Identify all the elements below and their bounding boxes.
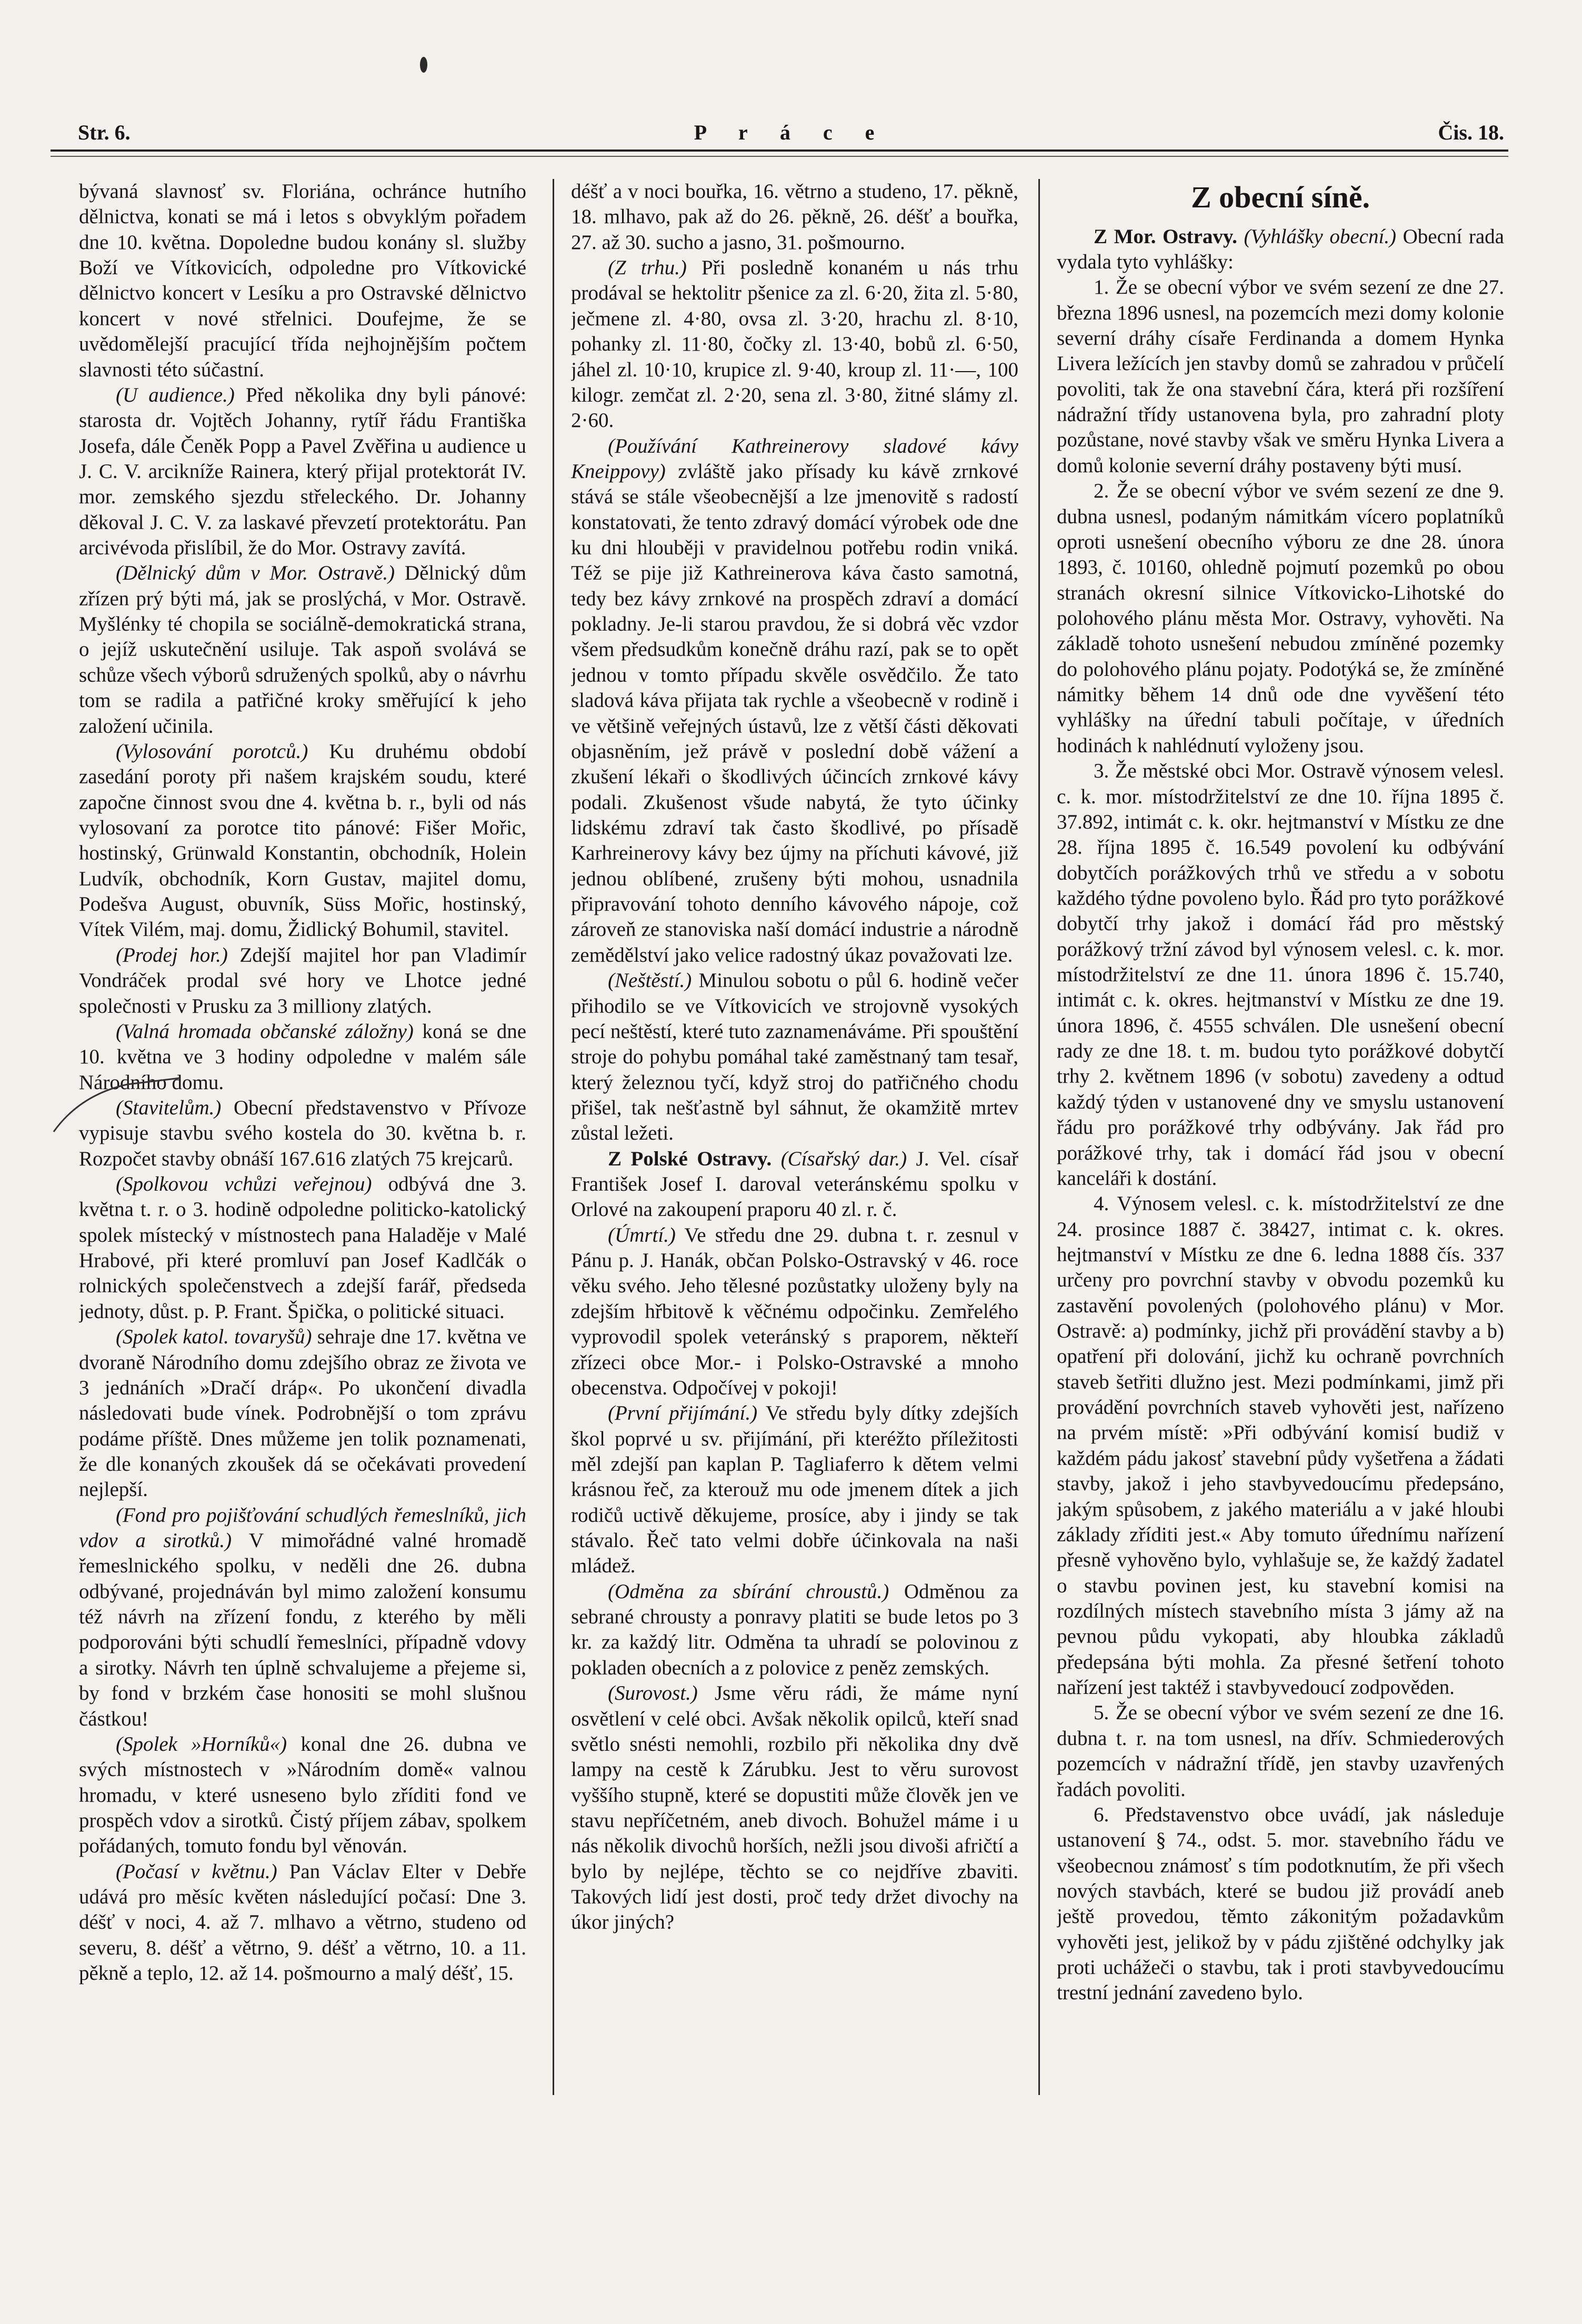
- article-paragraph: [1057, 1802, 1504, 2006]
- article-text: déšť a v noci bouřka, 16. větrno a studeno, 17. pěkně, 18. mlhavo, pak až do 26. pěkně, 26. déšť a bouřka, 27. až 30. sucho a jasno, 31. pošmourno.: [571, 180, 1018, 254]
- article-text: 5. Že se obecní výbor ve svém sezení ze dne 16. dubna t. r. na tom usnesl, na dřív. Schmiederových pozemcích v nádražní třídě, jen stavby uzavřených řadách povoliti.: [1057, 1701, 1504, 1801]
- article-paragraph: [79, 1324, 526, 1503]
- article-paragraph: [79, 943, 526, 1019]
- article-text: 2. Že se obecní výbor ve svém sezení ze dne 9. dubna usnesl, podaným námitkám vícero poplatníků oproti usnešení obecního výboru ze dne 28. února 1893, č. 10160, ohledně pojmutí pozemků po obou stranách okresní silnice Vítkovicko-Lihotské do polohového plánu města Mor. Ostravy, vyhověti. Na základě tohoto usnešení nebudou zmíněné pozemky do polohového plánu pojaty. Podotýká se, že zmíněné námitky během 14 dnů ode dne vyvěšení této vyhlášky na úřední tabuli počítaje, v úředních hodinách k nahlédnutí vyloženy jsou.: [1057, 480, 1504, 757]
- newspaper-title: P r á c e: [694, 121, 888, 144]
- article-heading: (Dělnický dům v Mor. Ostravě.): [116, 562, 395, 585]
- column-divider: [1038, 179, 1040, 2095]
- article-heading: (Prodej hor.): [116, 943, 228, 966]
- article-text: Jsme věru rádi, že máme nyní osvětlení v celé obci. Avšak několik opilců, kteří snad světlo snésti nemohli, rozbilo při několika dny dvě lampy na cestě k Zárubku. Jest to věru surovost vyššího stupně, které se dopustiti může člověk jen ve stavu nepříčetném, aneb divoch. Bohužel máme i u nás několik divochů horších, nežli jsou divoši afričtí a bylo by nejlépe, těchto se co nejdříve zbaviti. Takových lidí jest dosti, proč tedy držet divochy na úkor jiných?: [571, 1682, 1018, 1934]
- article-heading: (Úmrtí.): [608, 1223, 676, 1246]
- article-heading: (Spolek katol. tovaryšů): [116, 1325, 312, 1349]
- article-text: Při posledně konaném u nás trhu prodával se hektolitr pšenice za zl. 6·20, žita zl. 5·80, ječmene zl. 4·80, ovsa zl. 3·20, hrachu zl. 8·10, pohanky zl. 11·80, čočky zl. 13·40, bobů zl. 6·50, jáhel zl. 10·10, krupice zl. 9·40, kroup zl. 11·—, 100 kilogr. zemčat zl. 2·20, sena zl. 3·80, žitné slámy zl. 2·60.: [571, 256, 1018, 432]
- article-text: Pan Václav Elter v Debře udává pro měsíc květen následující počasí: Dne 3. déšť v noci, 4. až 7. mlhavo a větrno, studeno od severu, 8. déšť a větrno, 9. déšť a větrno, 10. a 11. pěkně a teplo, 12. až 14. pošmourno a malý déšť, 15.: [79, 1860, 526, 1985]
- article-heading: (Používání Kathreinerovy sladové kávy Kneippovy): [571, 434, 1018, 483]
- article-paragraph: [571, 1681, 1018, 1936]
- article-paragraph: [1057, 478, 1504, 759]
- article-heading: (Spolek »Horníků«): [116, 1732, 287, 1756]
- article-heading: (Neštěstí.): [608, 969, 692, 992]
- article-paragraph: [571, 1223, 1018, 1401]
- article-text: Ve středu byly dítky zdejších škol poprvé u sv. přijímání, při kteréžto příležitosti měl zdejší pan kaplan P. Tagliaferro k dětem velmi krásnou řeč, za kterouž mu ode jmenem dítek a jich rodičů uctivě děkujeme, prosíce, aby i jindy se tak stávalo. Řeč tato velmi dobře účinkovala na naši mládež.: [571, 1402, 1018, 1578]
- column-1: [79, 179, 526, 2106]
- article-text: Zdejší majitel hor pan Vladimír Vondráček prodal své hory ve Lhotce jedné společnosti v Prusku za 3 milliony zlatých.: [79, 943, 526, 1018]
- article-paragraph: [79, 1732, 526, 1859]
- article-text: Dělnický dům zřízen prý býti má, jak se proslýchá, v Mor. Ostravě. Myšlénky té chopila se sociálně-demokratická strana, o jejíž uskutečnění usiluje. Tak aspoň svolává se schůze všech výborů sdružených spolků, aby o návrhu tom se radila a patřičné kroky směřující k jeho založení učinila.: [79, 562, 526, 737]
- column-2: [571, 179, 1018, 2106]
- column-3: [1057, 179, 1504, 2106]
- article-paragraph: [79, 561, 526, 739]
- page-number: Str. 6.: [78, 121, 131, 144]
- article-paragraph: [571, 179, 1018, 255]
- article-text: 1. Že se obecní výbor ve svém sezení ze dne 27. března 1896 usnesl, na pozemcích mezi domy kolonie severní dráhy císaře Ferdinanda a domem Hynka Livera ležících jen stavby domů se zahradou v průčelí povoliti, tak že ona stavební čára, která při rozšíření nádražní třídy ustanovena byla, pro zahradní ploty pozůstane, nové stavby však ve směru Hynka Livera a domů kolonie severní dráhy postaveny býti musí.: [1057, 276, 1504, 477]
- article-text: Odměnou za sebrané chrousty a ponravy platiti se bude letos po 3 kr. za každý litr. Odměna ta uhradí se polovinou z pokladen obecních a z polovice z peněz zemských.: [571, 1580, 1018, 1679]
- article-heading: (Vyhlášky obecní.): [1237, 225, 1397, 248]
- article-heading: (Vylosování porotců.): [116, 740, 308, 763]
- place-heading: Z Mor. Ostravy.: [1094, 225, 1237, 248]
- article-heading: (Surovost.): [608, 1682, 698, 1705]
- article-text: Ku druhému období zasedání poroty při našem krajském soudu, které započne činnost svou dne 4. května b. r., byli od nás vylosovaní za porotce tito pánové: Fišer Mořic, hostinský, Grünwald Konstantin, obchodník, Holein Ludvík, obchodník, Korn Gustav, majitel domu, Podešva August, obuvník, Süss Mořic, hostinský, Vítek Vilém, maj. domu, Židlický Bohumil, stavitel.: [79, 740, 526, 941]
- pen-mark: [48, 1074, 185, 1137]
- article-paragraph: [79, 383, 526, 561]
- article-text: odbývá dne 3. května t. r. o 3. hodině odpoledne politicko-katolický spolek místecký v místnostech pana Haladěje v Malé Hrabové, při které promluví pan Josef Kadlčák o rolnických společenstvech a zdejší farář, předseda jednoty, důst. p. P. Frant. Špička, o politické situaci.: [79, 1173, 526, 1323]
- place-heading: Z Polské Ostravy.: [608, 1147, 772, 1170]
- article-paragraph: [571, 1146, 1018, 1223]
- article-heading: (Počasí v květnu.): [116, 1860, 277, 1883]
- article-text: Obecní rada vydala tyto vyhlášky:: [1057, 225, 1504, 273]
- article-heading: (Fond pro pojišťování schudlých řemeslníků, jich vdov a sirotků.): [79, 1503, 526, 1552]
- page-header: [78, 116, 1504, 153]
- issue-number: Čis. 18.: [1438, 121, 1504, 144]
- article-paragraph: [1057, 1700, 1504, 1802]
- article-paragraph: [571, 255, 1018, 434]
- article-text: koná se dne 10. května ve 3 hodiny odpoledne v malém sále Národního domu.: [79, 1020, 526, 1094]
- article-text: bývaná slavnosť sv. Floriána, ochránce hutního dělnictva, konati se má i letos s obvyklým pořadem dne 10. května. Dopoledne budou konány sl. služby Boží ve Vítkovicích, odpoledne pro Vítkovické dělnictvo koncert v Lesíku a pro Ostravské dělnictvo koncert v nové střelnici. Doufejme, že se uvědomělejší pracující třída nejhojnějším počtem slavnosti této súčastní.: [79, 180, 526, 381]
- article-heading: (Císařský dar.): [772, 1147, 907, 1170]
- article-paragraph: [571, 968, 1018, 1146]
- article-heading: (První přijímání.): [608, 1402, 758, 1425]
- article-text: Před několika dny byli pánové: starosta dr. Vojtěch Johanny, rytíř řádu Františka Josefa, dále Čeněk Popp a Pavel Zvěřina u audience u J. C. V. arcikníže Rainera, který přijal protektorát IV. mor. zemského sjezdu střeleckého. Dr. Johanny děkoval J. C. V. za laskavé převzetí protektorátu. Pan arcivévoda přislíbil, že do Mor. Ostravy zavítá.: [79, 383, 526, 560]
- article-paragraph: [1057, 275, 1504, 478]
- article-paragraph: [79, 1859, 526, 1987]
- article-text: 3. Že městské obci Mor. Ostravě výnosem velesl. c. k. mor. místodržitelství ze dne 10. října 1895 č. 37.892, intimát c. k. okr. hejtmanství v Místku ze dne 28. října 1895 č. 16.549 povolení ku odbývání dobytčích porážkových trhů ve středu a v sobotu každého týdne povoleno bylo. Řád pro tyto porážkové dobytčí trhy jakož i domácí řád pro městský porážkový tržní závod byl výnosem velesl. c. k. mor. místodržitelství ze dne 11. února 1896 č. 15.740, intimát c. k. okres. hejtmanství v Místku ze dne 19. února 1896, č. 4555 schválen. Dle usnešení obecní rady ze dne 18. t. m. budou tyto porážkové dobytčí trhy 2. květnem 1896 (v sobotu) zavedeny a odtud každý týden v ustanovené dny ve smyslu ustanovení řádu pro porážkové trhy odbývány. Jak řád pro porážkové trhy, tak i domácí řád jsou v obecní kanceláři k dostání.: [1057, 760, 1504, 1190]
- article-text: 6. Představenstvo obce uvádí, jak následuje ustanovení § 74., odst. 5. mor. stavebního řádu ve všeobecnou známosť s tím podotknutím, že při všech nových stavbách, které se budou již provádí aneb ještě provedou, těmto zákonitým požadavkům vyhověti jest, jelikož by v pádu zjištěné odchylky jak proti uchážeči o stavbu, tak i proti stavbyvedoucímu trestní jednání zavedeno bylo.: [1057, 1803, 1504, 2004]
- article-paragraph: [571, 1401, 1018, 1579]
- article-paragraph: [79, 179, 526, 383]
- article-text: Minulou sobotu o půl 6. hodině večer přihodilo se ve Vítkovicích ve strojovně vysokých pecí neštěstí, které tuto zaznamenáváme. Při spouštění stroje do pohybu pomáhal také zaměstnaný tam tesař, který železnou tyčí, když stroj do patřičného chodu přišel, tak nešťastně byl sáhnut, že okamžitě mrtev zůstal ležeti.: [571, 969, 1018, 1145]
- article-text: Ve středu dne 29. dubna t. r. zesnul v Pánu p. J. Hanák, občan Polsko-Ostravský v 46. roce věku svého. Jeho tělesné pozůstatky uloženy byly na zdejším hřbitově k věčnému odpočinku. Zemřelého vyprovodil spolek veteránský s praporem, někteří zřízeci obce Mor.- i Polsko-Ostravské a mnoho obecenstva. Odpočívej v pokoji!: [571, 1223, 1018, 1399]
- article-text: Obecní představenstvo v Přívoze vypisuje stavbu svého kostela do 30. května b. r. Rozpočet stavby obnáší 167.616 zlatých 75 krejcarů.: [79, 1096, 526, 1170]
- article-heading: (Stavitelům.): [116, 1096, 222, 1119]
- article-heading: (Z trhu.): [608, 256, 687, 280]
- article-text: sehraje dne 17. května ve dvoraně Národního domu zdejšího obraz ze života ve 3 jednáních »Dračí dráp«. Po ukončení divadla následovati bude vínek. Podrobnější o tom zprávu podáme příště. Dnes můžeme jen tolik poznamenati, že dle konaných zkoušek dá se očekávati provedení nejlepší.: [79, 1325, 526, 1501]
- article-paragraph: [571, 1579, 1018, 1681]
- article-paragraph: [79, 1503, 526, 1732]
- article-text: konal dne 26. dubna ve svých místnostech v »Národním domě« valnou hromadu, v které usneseno bylo zříditi fond ve prospěch vdov a sirotků. Čistý příjem zábav, spolkem pořádaných, tomuto fondu byl věnován.: [79, 1732, 526, 1858]
- article-heading: (Valná hromada občanské záložny): [116, 1020, 414, 1043]
- header-rule: [51, 149, 1508, 157]
- binding-hole: [420, 57, 427, 73]
- article-heading: (Spolkovou vchůzi veřejnou): [116, 1173, 372, 1196]
- column-divider: [553, 179, 554, 2095]
- section-title: Z obecní síně.: [1191, 180, 1370, 214]
- article-paragraph: [79, 1172, 526, 1324]
- article-text: 4. Výnosem velesl. c. k. místodržitelství ze dne 24. prosince 1887 č. 38427, intimat c. k. okres. hejtmanství v Místku ze dne 6. ledna 1888 čís. 337 určeny pro povrchní stavby v obvodu pozemků ku zastavění povolených (polohového plánu) v Mor. Ostravě: a) podmínky, jichž při provádění stavby a b) opatření při dolování, jichž ku ochraně povrchních staveb šetřiti dlužno jest. Mezi podmínkami, jimž při provádění povrchních staveb vyhověti jest, nařízeno na prvém místě: »Při odbývání komisí budiž v každém pádu jakosť stavební půdy vyšetřena a žádati stavby, jakož i jeho stavbyvedoucímu předepsáno, jakým spůsobem, z jakého materiálu a v jaké hloubi základy zříditi jest.« Aby tomuto úřednímu nařízení přesně vyhověno bylo, vyhlašuje se, že každý žadatel o stavbu povinen jest, ku stavební komisi na rozdílných místech stavebního místa 3 jámy až na pevnou půdu vykopati, aby hloubka základů předepsána býti mohla. Za přesné šetření tohoto nařízení jest taktéž i stavbyvedoucí zodpověden.: [1057, 1192, 1504, 1699]
- article-paragraph: [1057, 224, 1504, 275]
- article-paragraph: [1057, 759, 1504, 1191]
- article-paragraph: [1057, 1191, 1504, 1700]
- article-paragraph: [571, 434, 1018, 969]
- article-paragraph: [79, 739, 526, 943]
- article-heading: (Odměna za sbírání chroustů.): [608, 1580, 889, 1603]
- article-text: V mimořádné valné hromadě řemeslnického spolku, v neděli dne 26. dubna odbývané, projednáván byl mimo založení konsumu též návrh na zřízení fondu, z kterého by měli podporováni býti schudlí řemeslníci, případně vdovy a sirotky. Návrh ten úplně schvalujeme a přejeme si, by fond v brzkém čase honositi se mohl slušnou částkou!: [79, 1529, 526, 1730]
- article-text: zvláště jako přísady ku kávě zrnkové stává se stále všeobecnější a lze jmenovitě s radostí konstatovati, že tento zdravý domácí výrobek ode dne ku dni hlouběji v pravidelnou potřebu rodin vniká. Též se pije již Kathreinerova káva často samotná, tedy bez kávy zrnkové na prospěch zdraví a domácí pokladny. Je-li starou pravdou, že si dobrá věc vzdor všem předsudkům konečně dráhu razí, pak se to opět jednou v tomto případu skvěle osvědčilo. Že tato sladová káva přijata tak rychle a všeobecně v rodině i ve většině veřejných ústavů, lze z větší části děkovati objasněním, jež právě v poslední době vážení a zkušení lékaři o škodlivých účincích zrnkové kávy podali. Zkušenost všude nabytá, že tyto účinky lidskému zdraví tak často škodlivé, po přísadě Karhreinerovy kávy bez újmy na příchuti kávové, již jednou oblíbené, zrušeny býti mohou, usnadnila připravování tohoto denního kávového nápoje, což zároveň ze stanoviska naší domácí industrie a národně zemědělství jako velice radostný úkaz považovati lze.: [571, 460, 1018, 966]
- article-heading: (U audience.): [116, 383, 235, 406]
- article-text: J. Vel. císař František Josef I. daroval veteránskému spolku v Orlové na zakoupení praporu 40 zl. r. č.: [571, 1147, 1018, 1221]
